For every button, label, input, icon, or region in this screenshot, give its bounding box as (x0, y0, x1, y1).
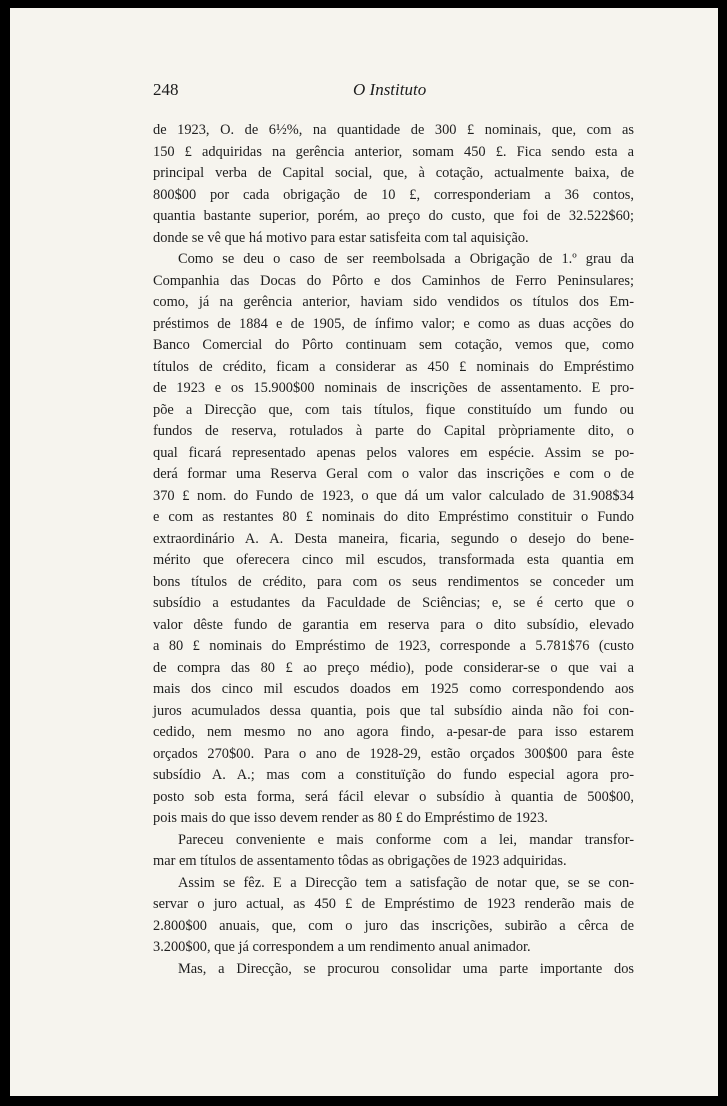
text-line: e com as restantes 80 £ nominais do dito Empréstimo constituir o Fundo (153, 509, 634, 525)
text-line: préstimos de 1884 e de 1905, de ínfimo valor; e como as duas acções do (153, 315, 634, 332)
text-line: Companhia das Docas do Pôrto e dos Caminhos de Ferro Peninsulares; (153, 272, 634, 289)
text-line: valor dêste fundo de garantia em reserva para o dito subsídio, elevado (153, 616, 634, 633)
text-line: mais dos cinco mil escudos doados em 1925 como correspondendo aos (153, 681, 634, 697)
text-line: mérito que oferecera cinco mil escudos, transformada esta quantia em (153, 552, 634, 568)
text-line: quantia bastante superior, porém, ao preço do custo, que foi de 32.522$60; (153, 208, 634, 224)
text-line: Banco Comercial do Pôrto continuam sem cotação, vemos que, como (153, 337, 634, 353)
text-line: extraordinário A. A. Desta maneira, ficaria, segundo o desejo do bene- (153, 530, 634, 547)
text-line: Assim se fêz. E a Direcção tem a satisfação de notar que, se se con- (178, 874, 634, 891)
text-line: cedido, nem mesmo no ano agora findo, a-pesar-de para isso estarem (153, 724, 634, 740)
text-line: servar o juro actual, as 450 £ de Empréstimo de 1923 renderão mais de (153, 896, 634, 912)
text-line: subsídio a estudantes da Faculdade de Sciências; e, se é certo que o (153, 595, 634, 611)
text-line: principal verba de Capital social, que, à cotação, actualmente baixa, de (153, 165, 634, 181)
text-line: títulos de crédito, ficam a considerar as 450 £ nominais do Empréstimo (153, 358, 634, 375)
text-line: 3.200$00, que já correspondem a um rendimento anual animador. (153, 939, 531, 955)
text-line: orçados 270$00. Para o ano de 1928-29, estão orçados 300$00 para êste (153, 745, 634, 762)
text-line: de 1923 e os 15.900$00 nominais de inscrições de assentamento. E pro- (153, 380, 634, 396)
text-line: de 1923, O. de 6½%, na quantidade de 300 £ nominais, que, com as (153, 122, 634, 138)
text-line: a 80 £ nominais do Empréstimo de 1923, corresponde a 5.781$76 (custo (153, 638, 634, 654)
text-line: posto sob esta forma, será fácil elevar o subsídio à quantia de 500$00, (153, 788, 634, 805)
text-line: como, já na gerência anterior, haviam sido vendidos os títulos dos Em- (153, 294, 634, 310)
text-line: donde se vê que há motivo para estar satisfeita com tal aquisição. (153, 229, 529, 246)
page-header (153, 80, 634, 106)
text-line: 800$00 por cada obrigação de 10 £, corresponderiam a 36 contos, (153, 186, 634, 203)
text-line: 2.800$00 anuais, que, com o juro das inscrições, subirão a cêrca de (153, 917, 634, 934)
body-text (153, 120, 634, 980)
text-line: de compra das 80 £ ao preço médio), pode considerar-se o que vai a (153, 659, 634, 676)
running-title: O Instituto (353, 80, 427, 99)
text-line: põe a Direcção que, com tais títulos, fique constituído um fundo ou (153, 401, 634, 418)
text-line: 150 £ adquiridas na gerência anterior, somam 450 £. Fica sendo esta a (153, 143, 634, 160)
text-line: Pareceu conveniente e mais conforme com a lei, mandar transfor- (178, 831, 634, 848)
text-line: mar em títulos de assentamento tôdas as obrigações de 1923 adquiridas. (153, 853, 567, 869)
page-number: 248 (153, 80, 179, 99)
text-line: juros acumulados dessa quantia, pois que tal subsídio ainda não foi con- (153, 702, 634, 719)
text-line: derá formar uma Reserva Geral com o valor das inscrições e com o de (153, 466, 634, 482)
text-line: 370 £ nom. do Fundo de 1923, o que dá um valor calculado de 31.908$34 (153, 487, 634, 504)
text-line: bons títulos de crédito, para com os seus rendimentos se conceder um (153, 573, 634, 590)
text-line: qual ficará representado apenas pelos valores em espécie. Assim se po- (153, 444, 634, 461)
text-line: subsídio A. A.; mas com a constituïção do fundo especial agora pro- (153, 767, 634, 783)
text-line: Como se deu o caso de ser reembolsada a Obrigação de 1.º grau da (178, 251, 634, 267)
text-line: fundos de reserva, rotulados à parte do Capital pròpriamente dito, o (153, 423, 634, 439)
book-page (10, 8, 718, 1096)
text-line: pois mais do que isso devem render as 80 £ do Empréstimo de 1923. (153, 810, 548, 826)
text-line: Mas, a Direcção, se procurou consolidar uma parte importante dos (178, 960, 634, 977)
